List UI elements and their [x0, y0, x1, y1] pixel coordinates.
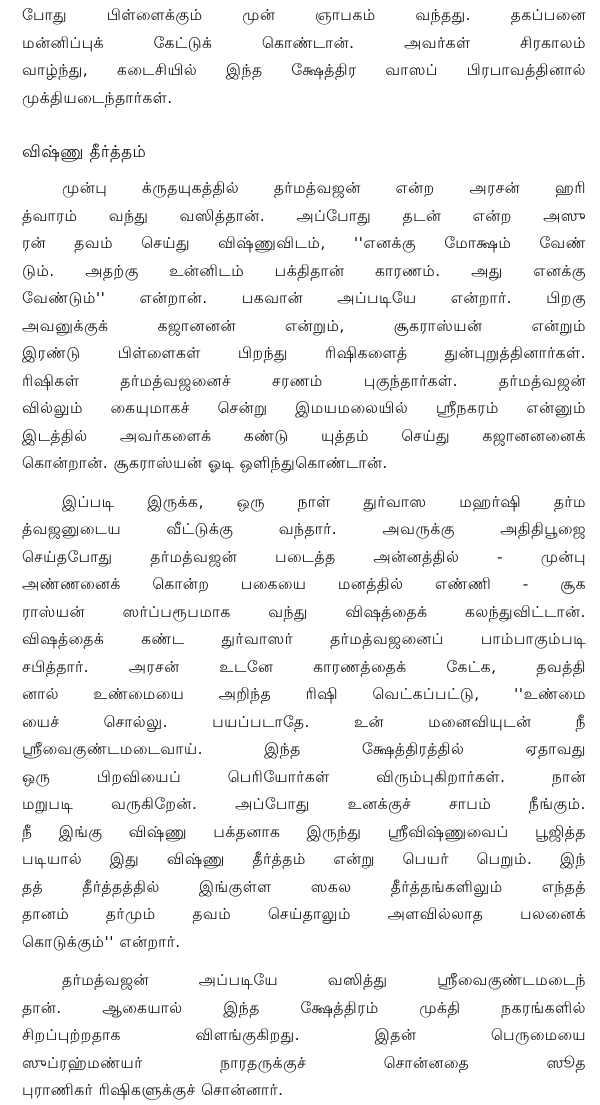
section-heading: விஷ்ணு தீர்த்தம் [22, 142, 147, 161]
text-line: மன்னிப்புக் கேட்டுக் கொண்டான். அவர்கள் சிரகாலம் [22, 33, 586, 52]
text-line: சிறப்புற்றதாக விளங்குகிறது. இதன் பெருமையை [22, 1026, 586, 1044]
text-line: ஒரு பிறவியைப் பெரியோர்கள் விரும்புகிறார்கள். நான் [22, 767, 586, 786]
text-line: நீ இங்கு விஷ்ணு பக்தனாக இருந்து ஸ்ரீவிஷ்ணுவைப் பூஜித்த [22, 822, 586, 841]
intro-paragraph [22, 2, 586, 112]
spacer [22, 956, 586, 967]
text-line: த்வாரம் வந்து வஸித்தான். அப்போது தடன் என்ற அஸு [22, 206, 586, 225]
text-line: ஸ்ரீவைகுண்டமடைவாய். இந்த க்ஷேத்திரத்தில் ஏதாவது [22, 740, 586, 758]
text-line: தானம் தர்மும் தவம் செய்தாலும் அளவில்லாத பலனைக் [22, 905, 586, 923]
text-line: வேண்டும்'' என்றான். பகவான் அப்படியே என்றார். பிறகு [22, 289, 586, 307]
text-line: இடத்தில் அவர்களைக் கண்டு யுத்தம் செய்து கஜானனனைக் [22, 426, 586, 445]
text-line: ஸுப்ரஹ்மண்யர் நாரதருக்குச் சொன்னதை ஸூத [22, 1053, 586, 1072]
text-line: இப்படி இருக்க, ஒரு நாள் துர்வாஸ மஹர்ஷி தர்ம [62, 492, 586, 511]
text-line: னால் உண்மையை அறிந்த ரிஷி வெட்கப்பட்டு, ''உண்மை [22, 685, 586, 703]
paragraph-2 [22, 489, 586, 957]
text-line: வில்லும் கையுமாகச் சென்று இமயமலையில் ஸ்ரீநகரம் என்னும் [22, 399, 586, 417]
paragraph-1 [22, 175, 586, 478]
text-line: முக்தியடைந்தார்கள். [22, 88, 173, 107]
text-line: போது பிள்ளைக்கும் முன் ஞாபகம் வந்தது. தகப்பனை [22, 6, 586, 24]
paragraph-3 [22, 967, 586, 1105]
text-line: தான். ஆகையால் இந்த க்ஷேத்திரம் முக்தி நகரங்களில் [22, 998, 586, 1017]
text-line: டும். அதற்கு உன்னிடம் பக்திதான் காரணம். அது எனக்கு [22, 261, 586, 280]
text-line: சபித்தார். அரசன் உடனே காரணத்தைக் கேட்க, தவத்தி [22, 657, 586, 676]
spacer [22, 112, 586, 137]
spacer [22, 478, 586, 489]
text-line: செய்தபோது தர்மத்வஜன் படைத்த அன்னத்தில் - முன்பு [22, 547, 586, 566]
text-line: ரிஷிகள் தர்மத்வஜனைச் சரணம் புகுந்தார்கள். தர்மத்வஜன் [22, 371, 586, 390]
text-line: தர்மத்வஜன் அப்படியே வஸித்து ஸ்ரீவைகுண்டமடைந் [62, 971, 586, 989]
text-line: விஷத்தைக் கண்ட துர்வாஸர் தர்மத்வஜனைப் பாம்பாகும்படி [22, 630, 586, 648]
text-line: மறுபடி வருகிறேன். அப்போது உனக்குச் சாபம் நீங்கும். [22, 795, 586, 813]
text-line: அவனுக்குக் கஜானனன் என்றும், சூகராஸ்யன் என்றும் [22, 316, 586, 335]
text-line: இரண்டு பிள்ளைகள் பிறந்து ரிஷிகளைத் துன்புறுத்தினார்கள். [22, 344, 586, 362]
text-line: முன்பு க்ருதயுகத்தில் தர்மத்வஜன் என்ற அரசன் ஹரி [62, 179, 586, 197]
text-line: வாழ்ந்து, கடைசியில் இந்த க்ஷேத்திர வாஸப் பிரபாவத்தினால் [22, 61, 586, 79]
text-line: படியால் இது விஷ்ணு தீர்த்தம் என்று பெயர் பெறும். இந் [22, 850, 586, 868]
text-line: ரன் தவம் செய்து விஷ்ணுவிடம், ''எனக்கு மோக்ஷம் வேண் [22, 234, 586, 252]
text-line: ராஸ்யன் ஸர்ப்பரூபமாக வந்து விஷத்தைக் கலந்துவிட்டான். [22, 602, 586, 621]
text-line: புராணிகர் ரிஷிகளுக்குச் சொன்னார். [22, 1081, 284, 1099]
text-line: த்வஜனுடைய வீட்டுக்கு வந்தார். அவருக்கு அதிதிபூஜை [22, 520, 586, 538]
text-line: கொன்றான். சூகராஸ்யன் ஓடி ஒளிந்துகொண்டான். [22, 454, 388, 472]
text-line: யைச் சொல்லு. பயப்படாதே. உன் மனைவியுடன் நீ [22, 712, 586, 731]
text-line: அண்ணனைக் கொன்ற பகையை மனத்தில் எண்ணி - சூக [22, 575, 586, 593]
text-line: தத் தீர்த்தத்தில் இங்குள்ள ஸகல தீர்த்தங்களிலும் எந்தத் [22, 877, 586, 896]
text-line: கொடுக்கும்'' என்றார். [22, 932, 181, 951]
